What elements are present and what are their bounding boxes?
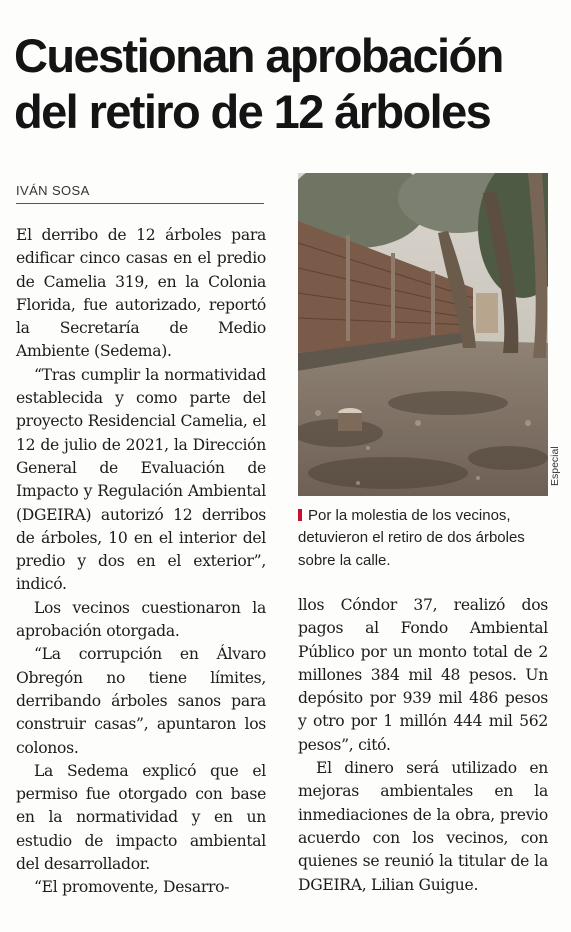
headline-line-1: Cuestionan aprobación bbox=[14, 29, 503, 82]
article-photo bbox=[298, 173, 548, 496]
paragraph: La Sedema explicó que el permiso fue otorgado con base en la normatividad y en un estudio de impacto ambiental del desarrollador. bbox=[16, 761, 266, 874]
paragraph: El derribo de 12 árboles para edificar cinco casas en el predio de Camelia 319, en la Colonia Florida, fue autorizado, reportó la Secretaría de Medio Ambiente (Sedema). bbox=[16, 226, 266, 361]
headline bbox=[14, 28, 562, 140]
paragraph: llos Cóndor 37, realizó dos pagos al Fondo Ambiental Público por un monto total de 2 millones 384 mil 48 pesos. Un depósito por 939 mil 486 pesos y otro por 1 millón 444 mil 562 pesos”, citó. bbox=[298, 596, 548, 754]
headline-line-2: del retiro de 12 árboles bbox=[14, 85, 491, 138]
caption-text: Por la molestia de los vecinos, detuvieron el retiro de dos árboles sobre la calle. bbox=[298, 507, 525, 569]
paragraph: “La corrupción en Álvaro Obregón no tiene límites, derribando árboles sanos para construir casas”, apuntaron los colonos. bbox=[16, 645, 266, 757]
paragraph: El dinero será utilizado en mejoras ambientales en la inmediaciones de la obra, previo acuerdo con los vecinos, con quienes se reunió la titular de la DGEIRA, Lilian Guigue. bbox=[298, 759, 548, 894]
photo-caption bbox=[298, 505, 550, 572]
article-column-2 bbox=[298, 594, 548, 897]
caption-marker bbox=[298, 509, 302, 521]
paragraph: “Tras cumplir la normatividad establecida y como parte del proyecto Residencial Camelia, el 12 de julio de 2021, la Dirección General de Evaluación de Impacto y Regulación Ambiental (DGEIRA) autorizó 12 derribos de árboles, 10 en el interior del predio y dos en el exterior”, indicó. bbox=[16, 365, 266, 594]
paragraph: Los vecinos cuestionaron la aprobación otorgada. bbox=[16, 598, 266, 641]
trees-photo-illustration bbox=[298, 173, 548, 496]
byline: IVÁN SOSA bbox=[16, 183, 90, 198]
article-column-1 bbox=[16, 224, 266, 900]
photo-credit: Especial bbox=[549, 446, 561, 486]
byline-divider bbox=[16, 203, 264, 204]
paragraph: “El promovente, Desarro- bbox=[34, 878, 230, 897]
